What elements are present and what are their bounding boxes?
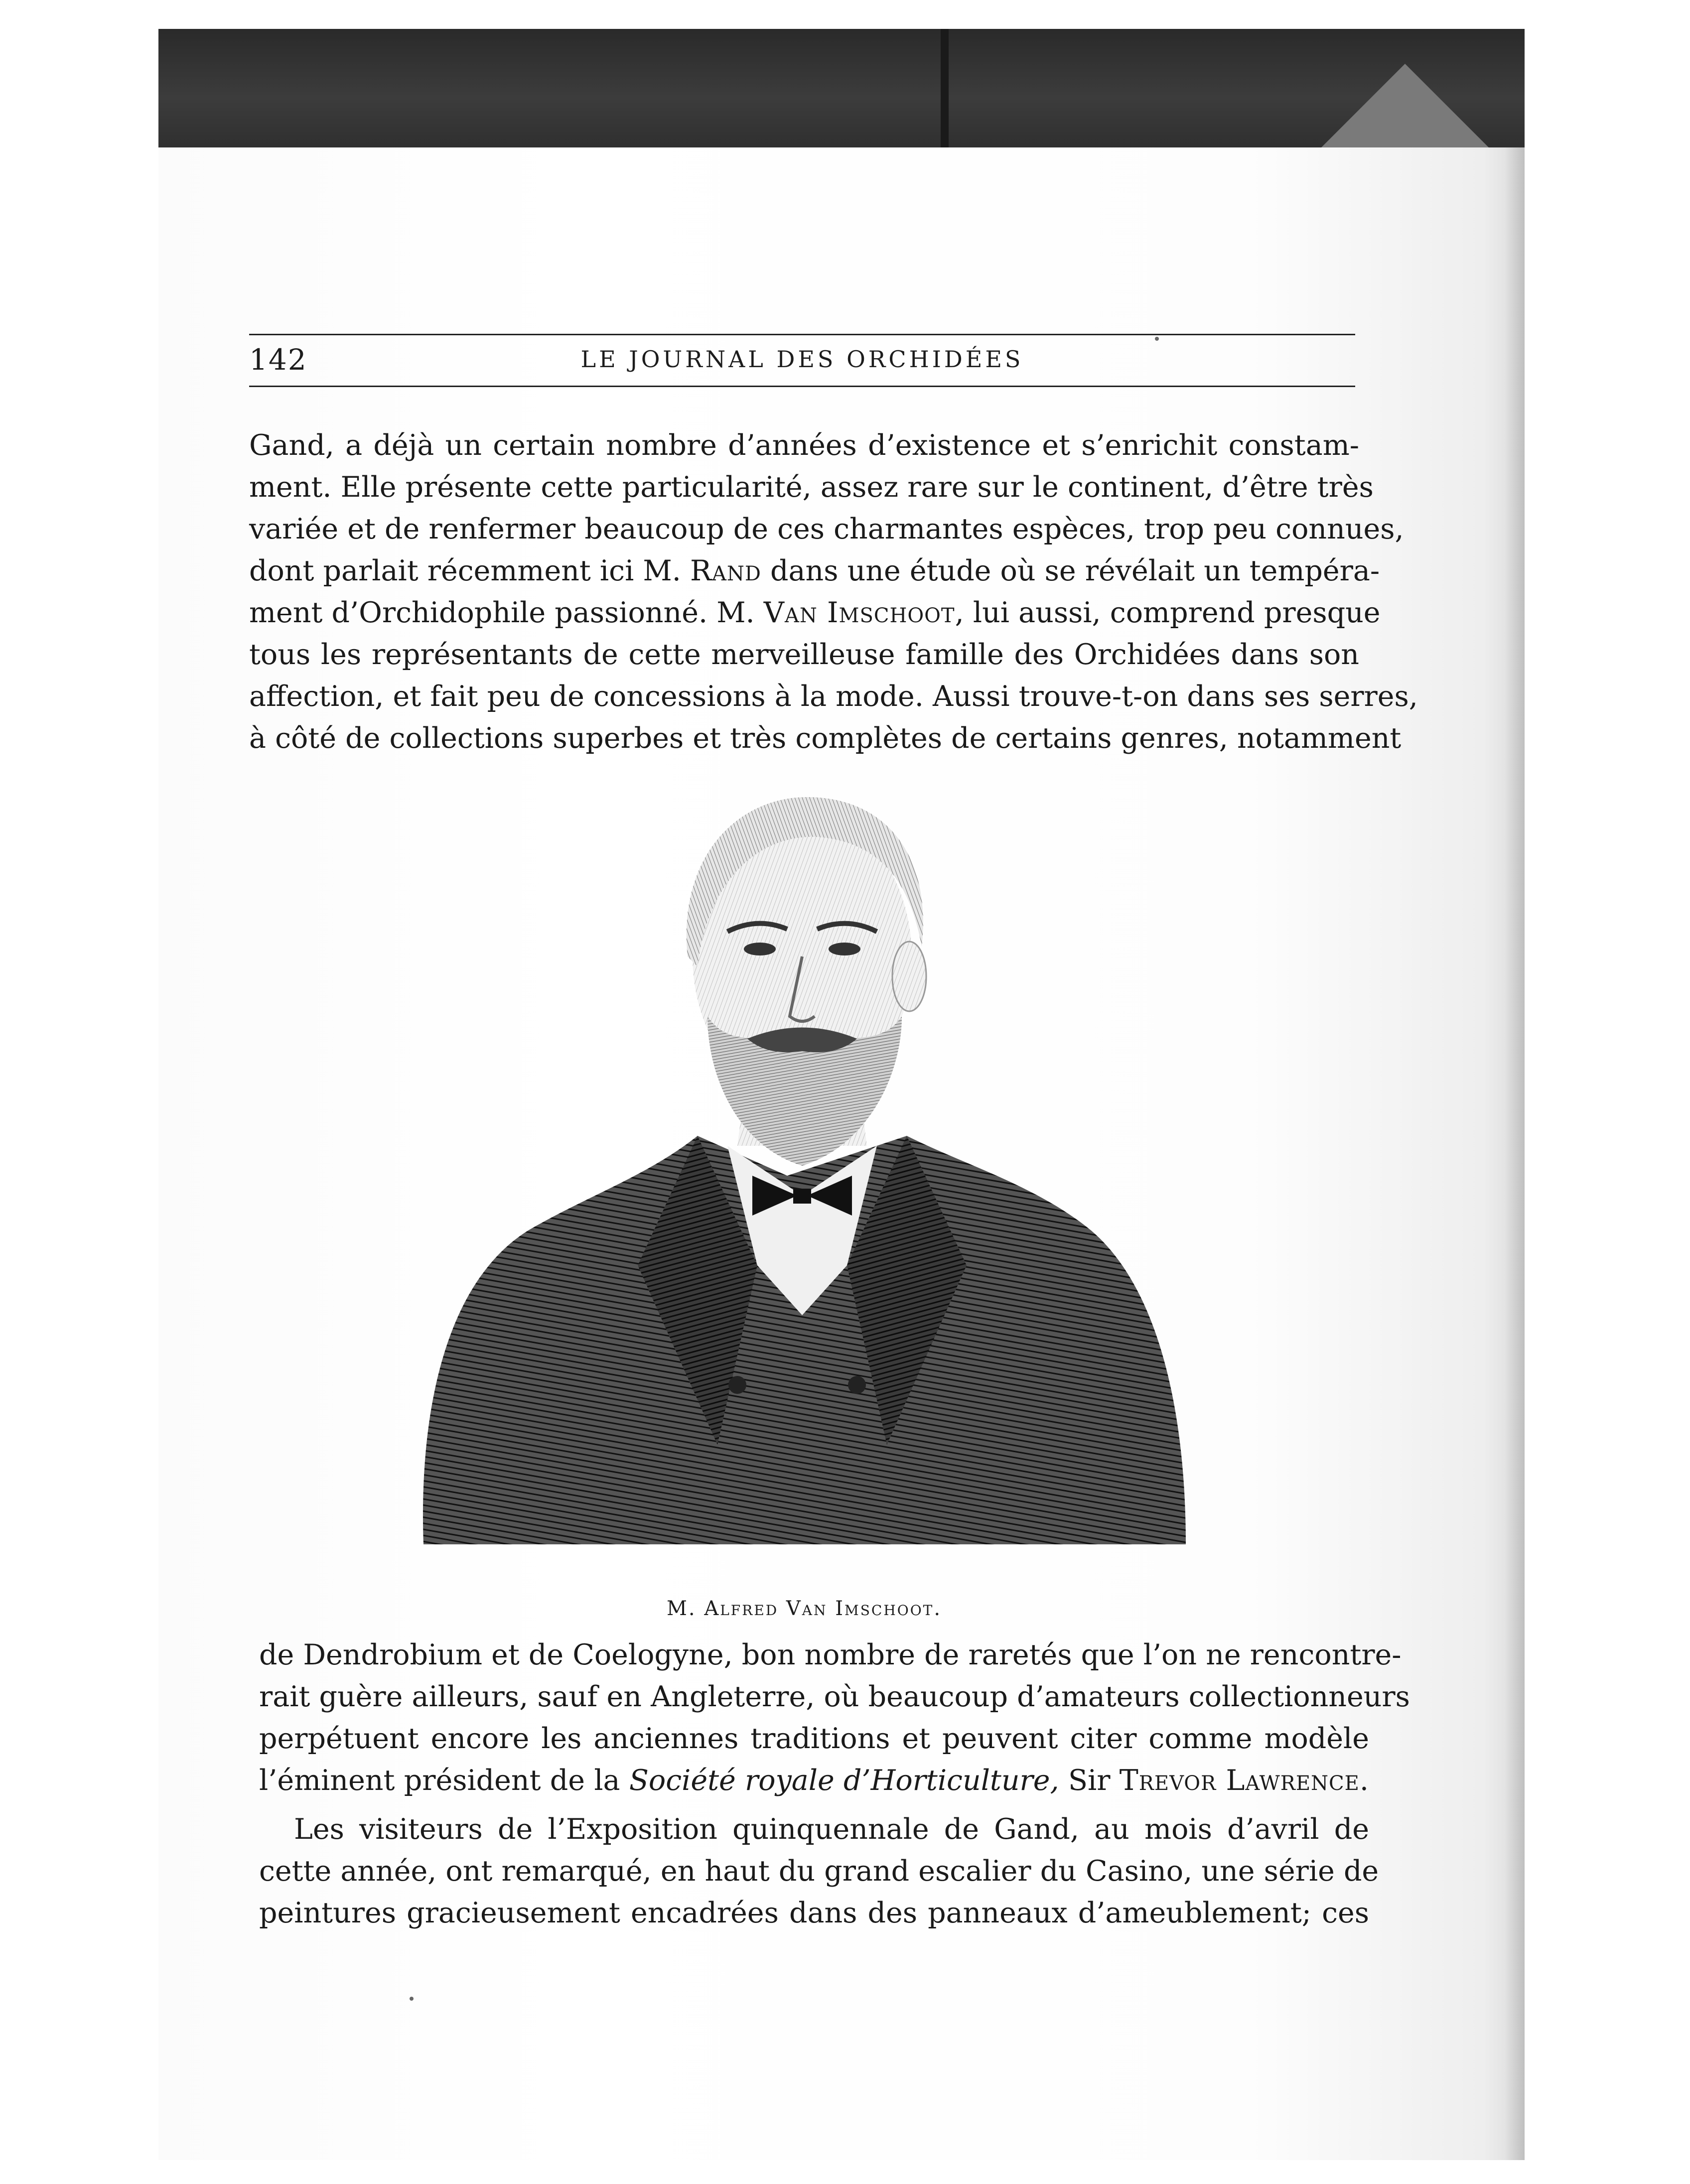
text-line	[259, 1764, 1369, 1797]
text-line: ment. Elle présente cette particularité, assez rare sur le continent, d’être très	[249, 471, 1374, 504]
text-line: de Dendrobium et de Coelogyne, bon nombre de raretés que l’on ne rencontre-	[259, 1638, 1402, 1671]
text-line: perpétuent encore les anciennes traditions et peuvent citer comme modèle	[259, 1722, 1369, 1755]
cover-corner-shape	[1315, 64, 1495, 153]
header-rule-top	[249, 334, 1355, 335]
cover-spine-gap	[941, 29, 949, 153]
text-line: Les visiteurs de l’Exposition quinquennale de Gand, au mois d’avril de	[294, 1813, 1369, 1846]
text-run: , lui aussi, comprend presque	[955, 596, 1381, 629]
person-name-van-imschoot: Van Imschoot	[763, 596, 955, 629]
page-number: 142	[249, 343, 307, 377]
text-line	[249, 554, 1380, 587]
text-line: variée et de renfermer beaucoup de ces charmantes espèces, trop peu connues,	[249, 513, 1404, 546]
portrait-eye-right	[829, 943, 860, 956]
society-name: Société royale d’Horticulture,	[629, 1764, 1059, 1797]
portrait-coat-button	[728, 1376, 746, 1394]
portrait-engraving	[409, 767, 1246, 1564]
text-run: ment d’Orchidophile passionné. M.	[249, 596, 764, 629]
header-rule-bottom	[249, 386, 1355, 387]
portrait-coat-button	[848, 1376, 866, 1394]
text-run: l’éminent président de la	[259, 1764, 629, 1797]
text-line: rait guère ailleurs, sauf en Angleterre, où beaucoup d’amateurs collectionneurs	[259, 1680, 1410, 1713]
running-title: LE JOURNAL DES ORCHIDÉES	[580, 346, 1024, 373]
text-run: Sir	[1059, 1764, 1120, 1797]
scan-speck	[1155, 337, 1159, 341]
scan-speck	[410, 1997, 414, 2001]
portrait-eye-left	[744, 943, 776, 956]
text-line: cette année, ont remarqué, en haut du grand escalier du Casino, une série de	[259, 1855, 1379, 1888]
caption-prefix: M.	[666, 1597, 704, 1620]
text-run: dont parlait récemment ici M.	[249, 554, 691, 587]
person-name-rand: Rand	[690, 554, 761, 587]
text-run: dans une étude où se révélait un tempéra-	[761, 554, 1380, 587]
portrait-ear	[892, 942, 926, 1011]
text-line	[249, 596, 1381, 629]
person-name-trevor-lawrence: Trevor Lawrence.	[1119, 1764, 1369, 1797]
text-line: à côté de collections superbes et très complètes de certains genres, notamment	[249, 722, 1402, 755]
page-edge-shadow	[1505, 147, 1525, 2160]
book-cover-strip	[158, 29, 1525, 153]
portrait-caption	[249, 1597, 1359, 1620]
text-line: affection, et fait peu de concessions à la mode. Aussi trouve-t-on dans ses serres,	[249, 680, 1418, 713]
caption-name: Alfred Van Imschoot.	[704, 1597, 942, 1620]
text-line: peintures gracieusement encadrées dans des panneaux d’ameublement; ces	[259, 1897, 1369, 1929]
portrait-bow-tie-knot	[793, 1189, 811, 1204]
text-line: Gand, a déjà un certain nombre d’années d’existence et s’enrichit constam-	[249, 429, 1359, 462]
text-line: tous les représentants de cette merveilleuse famille des Orchidées dans son	[249, 638, 1359, 671]
